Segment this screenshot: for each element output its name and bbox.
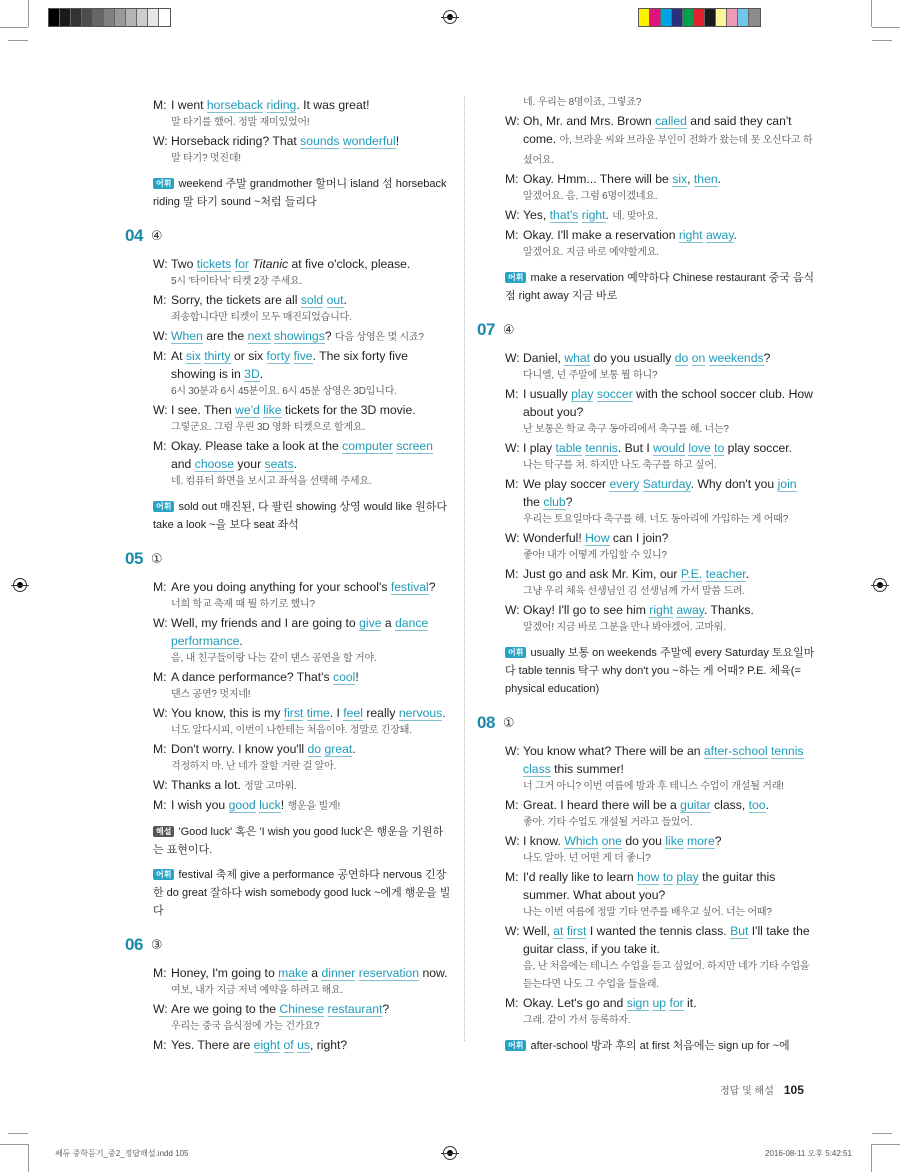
korean-translation: 너희 학교 축제 때 뭘 하기로 했니? (171, 599, 315, 610)
dialogue-line (505, 439, 815, 457)
speaker-label: W: (505, 351, 520, 365)
speaker-label: M: (153, 798, 167, 812)
korean-translation: 다음 상영은 몇 시죠? (334, 332, 424, 343)
blank-answer: then (693, 172, 718, 186)
english-text: Honey, I'm going to make a dinner reservation now. (171, 966, 448, 980)
blank-answer: what (564, 351, 591, 365)
blank-answer: festival (390, 580, 429, 594)
korean-translation: 우리는 토요일마다 축구를 해. 너도 동아리에 가입하는 게 어때? (523, 514, 789, 525)
blank-answer: class (523, 762, 551, 776)
dialogue-line (153, 327, 453, 347)
blank-answer: more (687, 834, 715, 848)
blank-answer: sounds (300, 134, 340, 148)
blank-answer: right (678, 228, 703, 242)
speaker-label: M: (505, 387, 519, 401)
korean-translation: 말 타기를 했어. 정말 재미있었어! (171, 117, 310, 128)
korean-translation: 좋아! 내가 어떻게 가입할 수 있니? (523, 550, 667, 561)
speaker-label: M: (505, 477, 519, 491)
blank-answer: tennis (585, 441, 618, 455)
dialogue-line (153, 291, 453, 309)
blank-answer: showings (274, 329, 325, 343)
dialogue-line (153, 1036, 453, 1054)
english-text: When are the next showings? 다음 상영은 몇 시죠? (171, 329, 424, 343)
blank-answer: first (566, 924, 587, 938)
blank-answer: club (543, 495, 566, 509)
blank-answer: would (653, 441, 685, 455)
english-text: Are you doing anything for your school's festival? (171, 580, 436, 594)
korean-translation: 그렇군요. 그럼 우린 3D 영화 티켓으로 할게요. (171, 422, 365, 433)
crop-mark (871, 1144, 872, 1172)
korean-translation: 네. 컴퓨터 화면을 보시고 좌석을 선택해 주세요. (171, 476, 372, 487)
speaker-label: M: (153, 98, 167, 112)
blank-answer: soccer (596, 387, 633, 401)
blank-answer: of (283, 1038, 294, 1052)
korean-translation: 음, 내 친구들이랑 나는 같이 댄스 공연을 할 거야. (171, 653, 377, 664)
blank-answer: sign (626, 996, 650, 1010)
speaker-label: W: (505, 603, 520, 617)
korean-translation: 우리는 중국 음식점에 가는 건가요? (171, 1021, 320, 1032)
dialogue-line (505, 349, 815, 367)
dialogue-line (153, 401, 453, 419)
english-text: We play soccer every Saturday. Why don't you join the club? (523, 477, 797, 509)
explanation-tag: 해설 (153, 826, 174, 837)
korean-translation: 알겠어! 지금 바로 그분을 만나 봐야겠어. 고마워. (523, 622, 726, 633)
question-number: 04 (125, 226, 143, 245)
blank-answer: like (263, 403, 282, 417)
blank-answer: away (705, 228, 734, 242)
speaker-label: M: (153, 1038, 167, 1052)
blank-answer: for (669, 996, 684, 1010)
english-text: I play table tennis. But I would love to play soccer. (523, 441, 793, 455)
folio-label: 정답 및 해설 (720, 1086, 774, 1097)
dialogue-line (153, 255, 453, 273)
english-text: Sorry, the tickets are all sold out. (171, 293, 347, 307)
speaker-label: W: (505, 114, 520, 128)
dialogue-line (153, 578, 453, 596)
english-text: I know. Which one do you like more? (523, 834, 722, 848)
blank-answer: do (307, 742, 322, 756)
speaker-label: W: (505, 441, 520, 455)
english-text: Okay! I'll go to see him right away. Thanks. (523, 603, 754, 617)
speaker-label: W: (505, 208, 520, 222)
speaker-label: M: (505, 870, 519, 884)
speaker-label: M: (153, 742, 167, 756)
blank-answer: performance (171, 634, 240, 648)
korean-translation: 알겠어요. 음, 그럼 6명이겠네요. (523, 191, 658, 202)
speaker-label: W: (153, 329, 168, 343)
blank-answer: six (672, 172, 688, 186)
blank-answer: cool (333, 670, 356, 684)
korean-translation: 죄송합니다만 티켓이 모두 매진되었습니다. (171, 312, 352, 323)
speaker-label: M: (153, 670, 167, 684)
crop-mark (872, 40, 892, 41)
answer-choice: ① (502, 715, 515, 730)
dialogue-line (505, 994, 815, 1012)
blank-answer: dance (395, 616, 429, 630)
blank-answer: great (324, 742, 353, 756)
english-text: I usually play soccer with the school soccer club. How about you? (523, 387, 813, 419)
blank-answer: away (676, 603, 704, 617)
crop-mark (28, 1144, 29, 1172)
blank-answer: 3D (244, 367, 260, 381)
blank-answer: Saturday (642, 477, 691, 491)
korean-translation: 댄스 공연? 멋지네! (171, 689, 251, 700)
vocabulary-tag: 어휘 (153, 178, 174, 189)
speaker-label: W: (153, 706, 168, 720)
blank-answer: called (655, 114, 687, 128)
blank-answer: after-school (703, 744, 768, 758)
english-text: Okay. Hmm... There will be six, then. (523, 172, 722, 186)
speaker-label: M: (505, 172, 519, 186)
right-column (477, 94, 815, 1055)
vocabulary-note: 어휘 usually 보통 on weekends 주말에 every Saturday 토요일마다 table tennis 탁구 why don't you ~하는 게 어때? P.E. 체육(= physical education) (505, 647, 815, 695)
blank-answer: to (662, 870, 674, 884)
english-text: At six thirty or six forty five. The six forty five showing is in 3D. (171, 349, 408, 381)
blank-answer: on (691, 351, 706, 365)
korean-translation: 5시 '타이타닉' 티켓 2장 주세요. (171, 276, 303, 287)
crop-mark (872, 27, 900, 28)
registration-mark-left-icon (13, 578, 27, 592)
question-number: 08 (477, 713, 495, 732)
dialogue-line (505, 565, 815, 583)
english-text: Well, at first I wanted the tennis class. But I'll take the guitar class, if you take it. (523, 924, 810, 956)
korean-translation: 네. 우리는 8명이죠, 그렇죠? (523, 97, 642, 108)
english-text: Are we going to the Chinese restaurant? (171, 1002, 390, 1016)
blank-answer: reservation (358, 966, 420, 980)
blank-answer: dinner (321, 966, 356, 980)
blank-answer: choose (194, 457, 235, 471)
blank-answer: guitar (680, 798, 711, 812)
explanation-note: 해설 'Good luck' 혹은 'I wish you good luck'은 행운을 기원하는 표현이다. (153, 826, 444, 856)
dialogue-line (153, 740, 453, 758)
vocabulary-tag: 어휘 (505, 272, 526, 283)
english-text: Okay. I'll make a reservation right away. (523, 228, 737, 242)
speaker-label: W: (153, 616, 168, 630)
speaker-label: M: (153, 349, 167, 363)
crop-mark (872, 1144, 900, 1145)
blank-answer: sold (300, 293, 324, 307)
vocabulary-tag: 어휘 (505, 647, 526, 658)
dialogue-line (505, 226, 815, 244)
blank-answer: make (278, 966, 308, 980)
english-text: Yes. There are eight of us, right? (171, 1038, 348, 1052)
blank-answer: tickets (196, 257, 232, 271)
speaker-label: W: (153, 134, 168, 148)
english-text: You know what? There will be an after-school tennis class this summer! (523, 744, 804, 776)
dialogue-line (505, 601, 815, 619)
korean-translation: 너 그거 아니? 이번 여름에 방과 후 테니스 수업이 개설될 거래! (523, 781, 784, 792)
korean-translation: 여보, 내가 지금 저녁 예약을 하려고 해요. (171, 985, 343, 996)
english-text: Don't worry. I know you'll do great. (171, 742, 356, 756)
speaker-label: W: (505, 744, 520, 758)
answer-choice: ① (150, 551, 163, 566)
dialogue-line (153, 668, 453, 686)
english-text: I'd really like to learn how to play the guitar this summer. What about you? (523, 870, 776, 902)
blank-answer: horseback (206, 98, 264, 112)
spacer (505, 305, 815, 317)
crop-mark (28, 0, 29, 27)
speaker-label: M: (505, 567, 519, 581)
blank-answer: feel (343, 706, 363, 720)
blank-answer: teacher (705, 567, 746, 581)
crop-mark (8, 1133, 28, 1134)
question-header (125, 223, 453, 249)
korean-translation: 말 타기? 멋진데! (171, 153, 241, 164)
question-header (477, 317, 815, 343)
english-text: A dance performance? That's cool! (171, 670, 359, 684)
crop-mark (871, 0, 872, 27)
blank-answer: time (306, 706, 330, 720)
spacer (505, 1030, 815, 1037)
blank-answer: good (228, 798, 256, 812)
slug-file: 쎄듀 중학듣기_중2_정답해설.indd 105 (55, 1149, 189, 1158)
speaker-label: W: (153, 1002, 168, 1016)
question-header (125, 932, 453, 958)
korean-translation: 그냥 우리 체육 선생님인 김 선생님께 가서 말씀 드려. (523, 586, 745, 597)
english-text: Yes, that's right. 네. 맞아요. (523, 208, 658, 222)
english-text: Horseback riding? That sounds wonderful! (171, 134, 400, 148)
blank-answer: Chinese (279, 1002, 325, 1016)
blank-answer: Which (564, 834, 599, 848)
blank-answer: But (730, 924, 749, 938)
korean-translation: 나는 탁구를 쳐. 하지만 나도 축구를 하고 싶어. (523, 460, 717, 471)
speaker-label: M: (505, 798, 519, 812)
dialogue-line (505, 796, 815, 814)
blank-answer: table (555, 441, 582, 455)
korean-translation: 네. 맞아요. (612, 211, 658, 222)
blank-answer: too (748, 798, 766, 812)
dialogue-line (505, 529, 815, 547)
crop-mark (0, 27, 28, 28)
korean-translation: 나는 이번 여름에 정말 기타 연주를 배우고 싶어. 너는 어때? (523, 907, 772, 918)
speaker-label: W: (505, 834, 520, 848)
blank-answer: tennis (770, 744, 804, 758)
blank-answer: right (581, 208, 606, 222)
column-divider (464, 96, 465, 1041)
english-text: Wonderful! How can I join? (523, 531, 669, 545)
registration-mark-right-icon (873, 578, 887, 592)
blank-answer: screen (396, 439, 433, 453)
page-number: 105 (783, 1083, 804, 1097)
korean-translation: 6시 30분과 6시 45분이요. 6시 45분 상영은 3D입니다. (171, 386, 397, 397)
dialogue-line (153, 96, 453, 114)
speaker-label: W: (505, 531, 520, 545)
english-text: Great. I heard there will be a guitar class, too. (523, 798, 769, 812)
speaker-label: M: (153, 580, 167, 594)
spacer (153, 534, 453, 546)
question-header (477, 710, 815, 736)
dialogue-line (505, 170, 815, 188)
korean-translation: 아, 브라운 씨와 브라운 부인이 전화가 왔는데 못 오신다고 하셨어요. (523, 135, 813, 166)
question-number: 05 (125, 549, 143, 568)
english-text: Two tickets for Titanic at five o'clock, please. (171, 257, 411, 271)
dialogue-line (505, 832, 815, 850)
english-text: I see. Then we'd like tickets for the 3D movie. (171, 403, 416, 417)
dialogue-line (153, 347, 453, 383)
korean-translation: 알겠어요. 지금 바로 예약할게요. (523, 247, 659, 258)
dialogue-line (505, 475, 815, 511)
korean-translation: 좋아. 기타 수업도 개설될 거라고 들었어. (523, 817, 693, 828)
blank-answer: wonderful (342, 134, 396, 148)
spacer (153, 920, 453, 932)
blank-answer: at (553, 924, 564, 938)
registration-mark-bottom-icon (443, 1146, 457, 1160)
blank-answer: how (637, 870, 660, 884)
blank-answer: riding (266, 98, 297, 112)
blank-answer: right (649, 603, 674, 617)
blank-answer: computer (342, 439, 393, 453)
blank-answer: When (171, 329, 203, 343)
english-text: I wish you good luck! 행운을 빌게! (171, 798, 341, 812)
vocabulary-note: 어휘 make a reservation 예약하다 Chinese restaurant 중국 음식점 right away 지금 바로 (505, 272, 815, 302)
spacer (505, 698, 815, 710)
dialogue-line (153, 132, 453, 150)
blank-answer: do (674, 351, 689, 365)
spacer (505, 262, 815, 269)
crop-mark (0, 1144, 28, 1145)
dialogue-line (153, 776, 453, 796)
vocabulary-tag: 어휘 (153, 869, 174, 880)
slug-date: 2016-08-11 오후 5:42:51 (765, 1149, 852, 1158)
dialogue-line (153, 796, 453, 816)
left-column (125, 96, 453, 1054)
blank-answer: like (665, 834, 684, 848)
blank-answer: forty (266, 349, 291, 363)
dialogue-line (153, 1000, 453, 1018)
blank-answer: restaurant (327, 1002, 383, 1016)
speaker-label: W: (153, 257, 168, 271)
blank-answer: play (676, 870, 699, 884)
vocabulary-note: 어휘 after-school 방과 후의 at first 처음에는 sign up for ~에 (505, 1037, 815, 1055)
english-text: Well, my friends and I are going to give a dance performance. (171, 616, 429, 648)
blank-answer: join (777, 477, 797, 491)
english-text: Oh, Mr. and Mrs. Brown called and said they can't come. 아, 브라운 씨와 브라운 부인이 전화가 왔는데 못 오신다고 하셨어요. (523, 114, 813, 166)
vocabulary-note: 어휘 sold out 매진된, 다 팔린 showing 상영 would like 원하다 take a look ~을 보다 seat 좌석 (153, 501, 447, 531)
vocabulary-note: 어휘 festival 축제 give a performance 공연하다 nervous 긴장한 do great 잘하다 wish somebody good luck ~에게 행운을 빌다 (153, 869, 451, 917)
spacer (153, 168, 453, 175)
answer-choice: ③ (150, 937, 163, 952)
blank-answer: first (283, 706, 304, 720)
cmyk-color-bar (638, 8, 761, 27)
blank-answer: every (609, 477, 640, 491)
question-number: 07 (477, 320, 495, 339)
korean-translation: 정말 고마워. (244, 781, 297, 792)
blank-answer: luck (259, 798, 281, 812)
vocabulary-note: 어휘 weekend 주말 grandmother 할머니 island 섬 horseback riding 말 타기 sound ~처럼 들리다 (153, 178, 447, 208)
english-text: You know, this is my first time. I feel really nervous. (171, 706, 446, 720)
speaker-label: W: (153, 403, 168, 417)
spacer (153, 816, 453, 823)
dialogue-line (505, 206, 815, 226)
dialogue-line (153, 704, 453, 722)
korean-translation: 그래. 같이 가서 등록하자. (523, 1015, 631, 1026)
speaker-label: M: (153, 966, 167, 980)
english-text: Thanks a lot. 정말 고마워. (171, 778, 297, 792)
blank-answer: weekends (708, 351, 764, 365)
registration-mark-top-icon (443, 10, 457, 24)
answer-choice: ④ (502, 322, 515, 337)
dialogue-line (153, 437, 453, 473)
dialogue-line (153, 614, 453, 650)
speaker-label: M: (153, 439, 167, 453)
blank-answer: give (359, 616, 382, 630)
blank-answer: play (571, 387, 594, 401)
vocabulary-tag: 어휘 (505, 1040, 526, 1051)
english-text: Daniel, what do you usually do on weekends? (523, 351, 771, 365)
blank-answer: eight (253, 1038, 281, 1052)
spacer (153, 211, 453, 223)
blank-answer: we'd (235, 403, 260, 417)
crop-mark (872, 1133, 892, 1134)
speaker-label: M: (505, 996, 519, 1010)
movie-title: Titanic (252, 257, 289, 271)
dialogue-line (505, 385, 815, 421)
speaker-label: W: (505, 924, 520, 938)
blank-answer: to (714, 441, 725, 455)
english-text: Okay. Please take a look at the computer screen and choose your seats. (171, 439, 433, 471)
blank-answer: six (185, 349, 201, 363)
blank-answer: love (688, 441, 711, 455)
blank-answer: next (247, 329, 271, 343)
english-text: Just go and ask Mr. Kim, our P.E. teacher. (523, 567, 750, 581)
blank-answer: nervous (398, 706, 443, 720)
dialogue-line (505, 868, 815, 904)
speaker-label: W: (153, 778, 168, 792)
korean-translation: 너도 알다시피, 이번이 나한테는 처음이야. 정말로 긴장돼. (171, 725, 412, 736)
speaker-label: M: (153, 293, 167, 307)
speaker-label: M: (505, 228, 519, 242)
korean-translation: 행운을 빌게! (287, 801, 341, 812)
blank-answer: one (601, 834, 622, 848)
crop-mark (8, 40, 28, 41)
blank-answer: thirty (204, 349, 231, 363)
grayscale-color-bar (48, 8, 171, 27)
spacer (505, 637, 815, 644)
korean-translation: 난 보통은 학교 축구 동아리에서 축구를 해. 너는? (523, 424, 729, 435)
blank-answer: up (652, 996, 667, 1010)
english-text: Okay. Let's go and sign up for it. (523, 996, 697, 1010)
blank-answer: five (293, 349, 313, 363)
korean-translation: 다니엘, 넌 주말에 보통 뭘 하니? (523, 370, 658, 381)
spacer (153, 859, 453, 866)
korean-translation: 음, 난 처음에는 테니스 수업을 듣고 싶었어. 하지만 네가 기타 수업을 듣는다면 나도 그 수업을 들을래. (523, 961, 810, 990)
korean-translation: 걱정하지 마. 난 네가 잘할 거란 걸 알아. (171, 761, 337, 772)
answer-choice: ④ (150, 228, 163, 243)
english-text: I went horseback riding. It was great! (171, 98, 370, 112)
blank-answer: us (297, 1038, 310, 1052)
blank-answer: P.E. (680, 567, 703, 581)
dialogue-line (505, 922, 815, 958)
vocabulary-tag: 어휘 (153, 501, 174, 512)
spacer (153, 491, 453, 498)
blank-answer: seats (264, 457, 294, 471)
question-number: 06 (125, 935, 143, 954)
blank-answer: that's (549, 208, 579, 222)
korean-translation: 나도 알아. 넌 어떤 게 더 좋니? (523, 853, 651, 864)
page-folio (720, 1082, 804, 1097)
dialogue-line (505, 112, 815, 170)
blank-answer: out (326, 293, 344, 307)
dialogue-line (153, 964, 453, 982)
question-header (125, 546, 453, 572)
dialogue-line (505, 742, 815, 778)
blank-answer: How (585, 531, 610, 545)
blank-answer: for (234, 257, 249, 271)
